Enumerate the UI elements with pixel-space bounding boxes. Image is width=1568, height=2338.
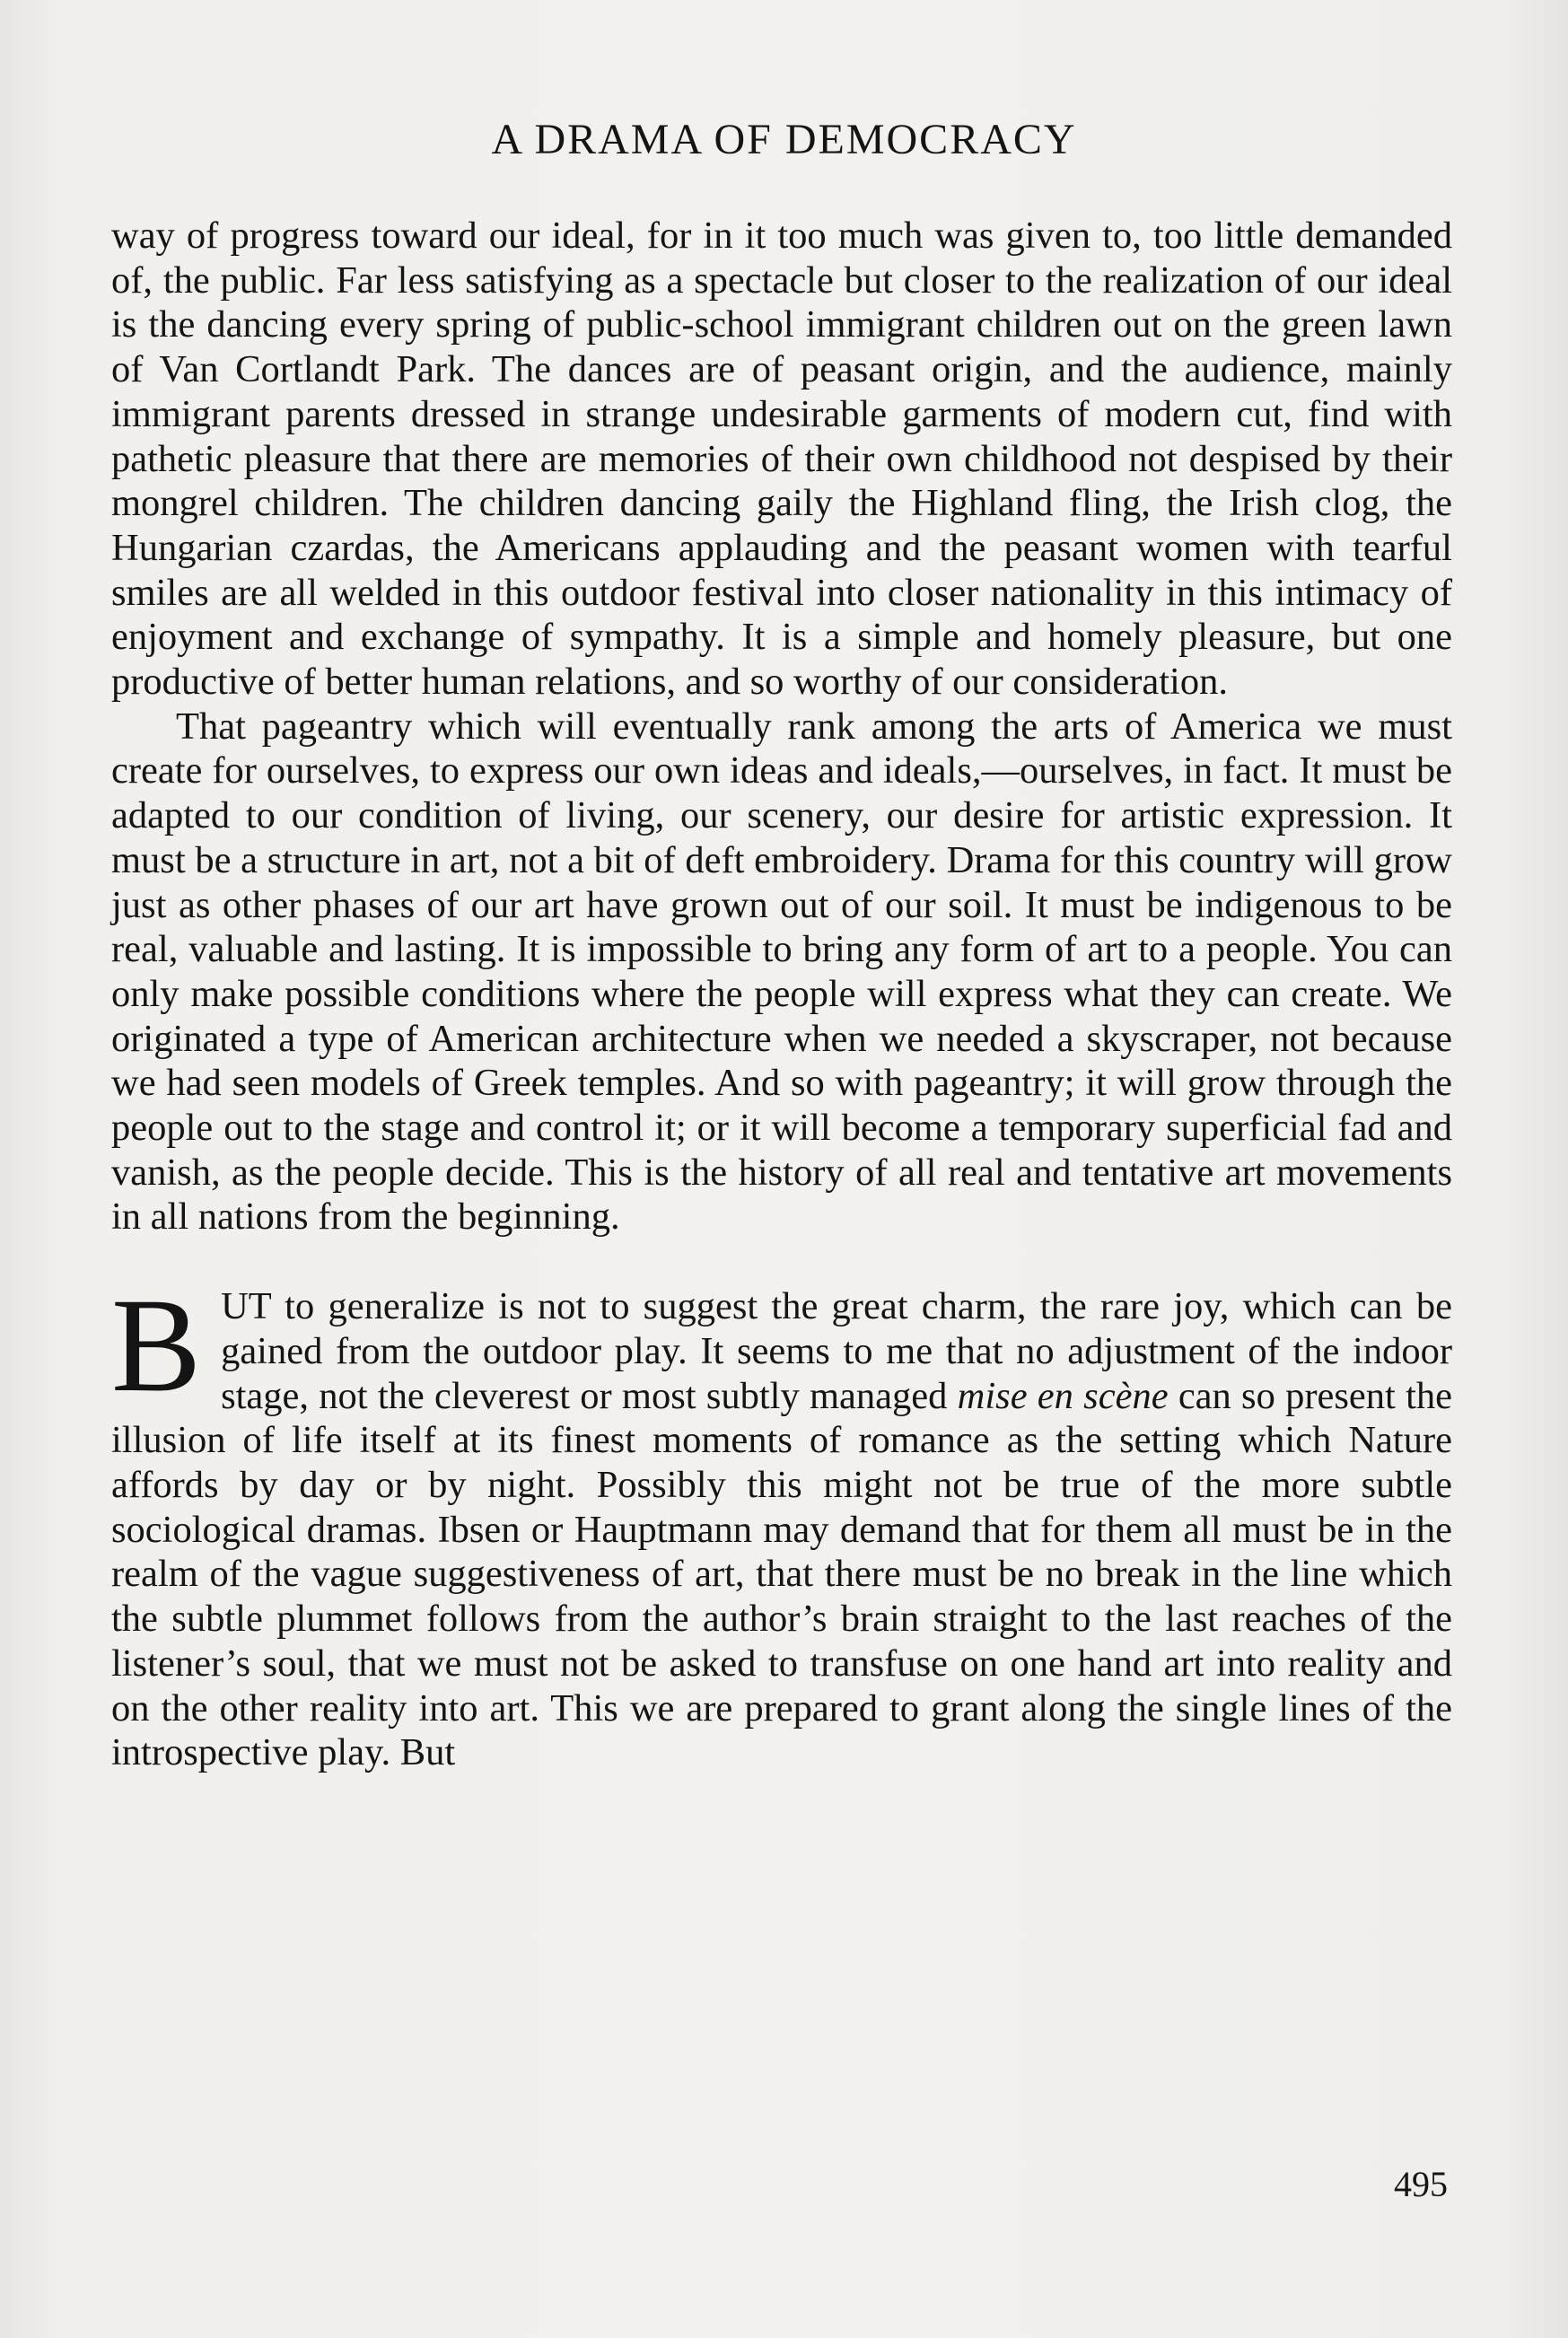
page-number: 495 <box>1394 2164 1448 2204</box>
body-text <box>111 214 1452 1775</box>
paragraph-3-text-a: UT to generalize is not to suggest the great charm, the rare joy, which can be gained from the outdoor play. It seems to me that no adjustment of the indoor stage, not the cleverest or most subtly managed <box>221 1285 1452 1417</box>
paragraph-2: That pageantry which will eventually rank among the arts of America we must create for ourselves, to express our own ideas and ideals,—ourselves, in fact. It must be adapted to our condition of living, our scenery, our desire for artistic expression. It must be a structure in art, not a bit of deft embroidery. Drama for this country will grow just as other phases of our art have grown out of our soil. It must be indigenous to be real, valuable and lasting. It is impossible to bring any form of art to a people. You can only make possible conditions where the people will express what they can create. We originated a type of American architecture when we needed a skyscraper, not because we had seen models of Greek temples. And so with pageantry; it will grow through the people out to the stage and control it; or it will become a temporary superficial fad and vanish, as the people decide. This is the history of all real and tentative art movements in all nations from the beginning. <box>111 705 1452 1239</box>
running-head: A DRAMA OF DEMOCRACY <box>491 116 1077 163</box>
paragraph-3-text-b: can so present the illusion of life itself at its finest moments of romance as the setting which Nature affords by day or by night. Possibly this might not be true of the more subtle sociological dramas. Ibsen or Hauptmann may demand that for them all must be in the realm of the vague suggestiveness of art, that there must be no break in the line which the subtle plummet follows from the author’s brain straight to the last reaches of the listener’s soul, that we must not be asked to transfuse on one hand art into reality and on the other reality into art. This we are prepared to grant along the single lines of the introspective play. But <box>111 1374 1452 1774</box>
drop-cap: B <box>111 1271 202 1421</box>
paragraph-1: way of progress toward our ideal, for in it too much was given to, too little demanded of, the public. Far less satisfying as a spectacle but closer to the realization of our ideal is the dancing every spring of public-school immigrant children out on the green lawn of Van Cortlandt Park. The dances are of peasant origin, and the audience, mainly immigrant parents dressed in strange undesirable garments of modern cut, find with pathetic pleasure that there are memories of their own childhood not despised by their mongrel children. The children dancing gaily the Highland fling, the Irish clog, the Hungarian czardas, the Americans applauding and the peasant women with tearful smiles are all welded in this outdoor festival into closer nationality in this intimacy of enjoyment and exchange of sympathy. It is a simple and homely pleasure, but one productive of better human relations, and so worthy of our consideration. <box>111 215 1452 704</box>
section-break <box>111 1239 1452 1284</box>
paragraph-3 <box>111 1271 1452 1775</box>
paragraph-3-italic-phrase: mise en scène <box>957 1374 1169 1417</box>
